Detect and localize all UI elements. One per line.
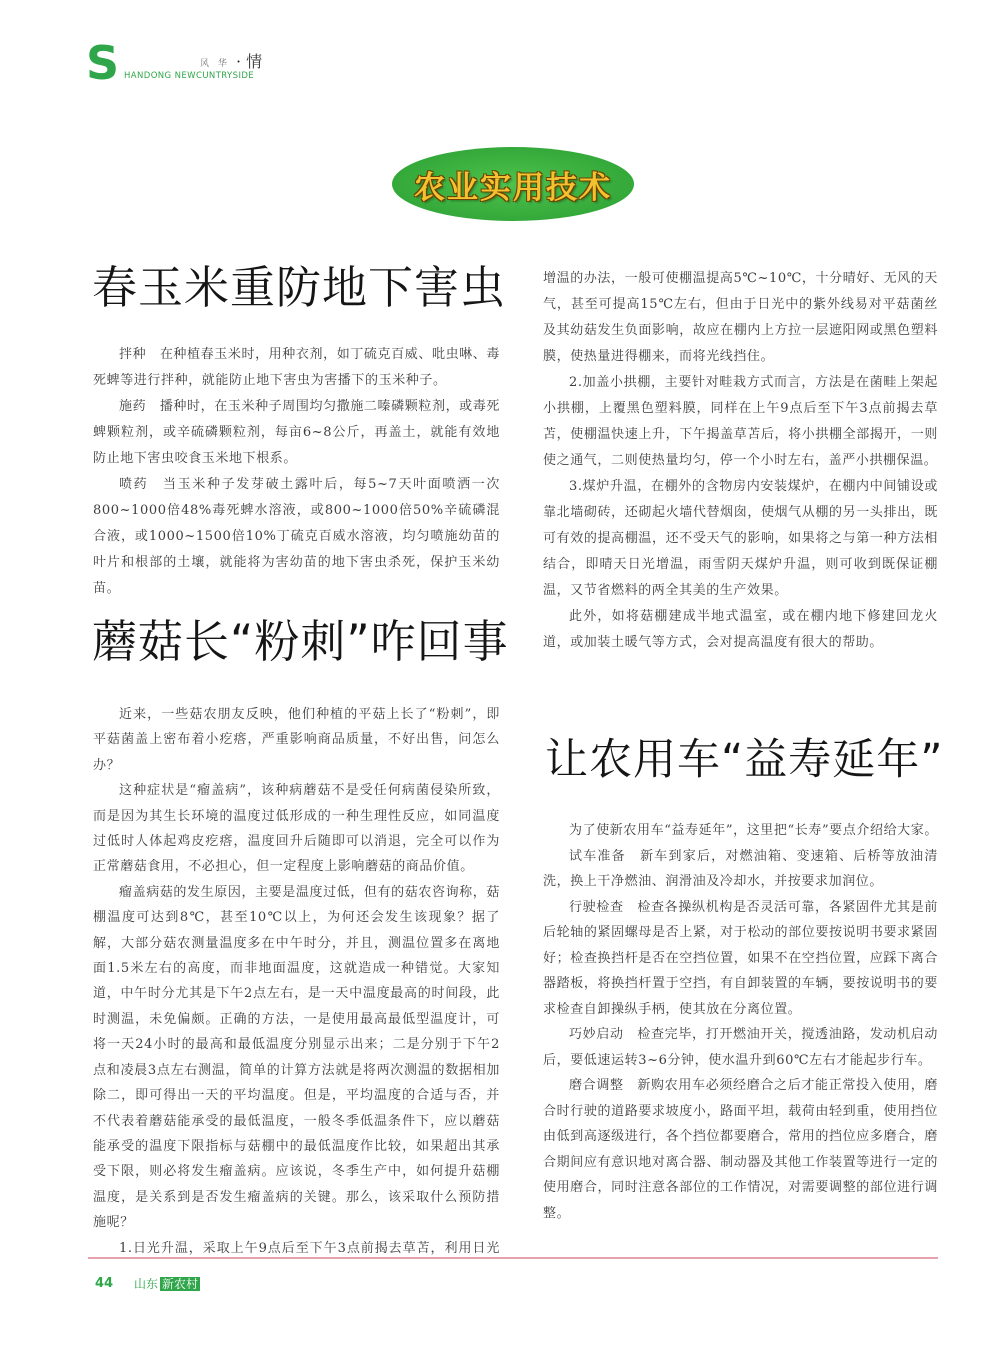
paragraph: 拌种 在种植春玉米时，用种衣剂，如丁硫克百威、吡虫啉、毒死蜱等进行拌种，就能防止地下害虫为害播下的玉米种子。 bbox=[93, 347, 500, 388]
article-title-mushroom: 蘑菇长“粉刺”咋回事 bbox=[92, 615, 509, 668]
paragraph: 2.加盖小拱棚，主要针对畦栽方式而言，方法是在菌畦上架起小拱棚，上覆黑色塑料膜，同样在上午9点后至下午3点前揭去草苫，使棚温快速上升，下午揭盖草苫后，将小拱棚全部揭开，一则使之通气，二则使热量均匀，停一个小时左右，盖严小拱棚保温。 bbox=[543, 375, 938, 468]
paragraph: 磨合调整 新购农用车必须经磨合之后才能正常投入使用，磨合时行驶的道路要求坡度小，路面平坦，载荷由轻到重，使用挡位由低到高逐级进行，各个挡位都要磨合，常用的挡位应多磨合，磨合期间应有意识地对离合器、制动器及其他工作装置等进行一定的使用磨合，同时注意各部位的工作情况，对需要调整的部位进行调整。 bbox=[543, 1078, 938, 1221]
paragraph: 这种症状是“瘤盖病”，该种病蘑菇不是受任何病菌侵染所致，而是因为其生长环境的温度过低形成的一种生理性反应，如同温度过低时人体起鸡皮疙瘩，温度回升后随即可以消退，完全可以作为正常蘑菇食用，不必担心，但一定程度上影响蘑菇的商品价值。 bbox=[93, 783, 500, 875]
paragraph: 1.日光升温，采取上午9点后至下午3点前揭去草苫，利用日光 bbox=[119, 1240, 500, 1256]
paragraph: 施药 播种时，在玉米种子周围均匀撒施二嗪磷颗粒剂，或毒死蜱颗粒剂，或辛硫磷颗粒剂，每亩6~8公斤，再盖土，就能有效地防止地下害虫咬食玉米地下根系。 bbox=[93, 399, 500, 466]
column-banner bbox=[392, 147, 634, 221]
paragraph: 瘤盖病菇的发生原因，主要是温度过低，但有的菇农咨询称，菇棚温度可达到8℃，甚至10℃以上，为何还会发生该现象？据了解，大部分菇农测量温度多在中午时分，并且，测温位置多在离地面1.5米左右的高度，而非地面温度，这就造成一种错觉。大家知道，中午时分尤其是下午2点左右，是一天中温度最高的时间段，此时测温，未免偏颇。正确的方法，一是使用最高最低型温度计，可将一天24小时的最高和最低温度分别显示出来；二是分别于下午2点和凌晨3点左右测温，简单的计算方法就是将两次测温的数据相加除二，即可得出一天的平均温度。但是，平均温度的合适与否，并不代表着蘑菇能承受的最低温度，一般冬季低温条件下，应以蘑菇能承受的温度下限指标与菇棚中的最低温度作比较，如果超出其承受下限，则必将发生瘤盖病。应该说，冬季生产中，如何提升菇棚温度，是关系到是否发生瘤盖病的关键。那么，该采取什么预防措施呢？ bbox=[93, 884, 500, 1231]
article-title-farm-vehicle: 让农用车“益寿延年” bbox=[545, 735, 944, 785]
section-label-small: 风 华 bbox=[200, 59, 230, 69]
paragraph: 增温的办法，一般可使棚温提高5℃~10℃，十分晴好、无风的天气，甚至可提高15℃左右，但由于日光中的紫外线易对平菇菌丝及其幼菇发生负面影响，故应在棚内上方拉一层遮阳网或黑色塑料膜，使热量进得棚来，而将光线挡住。 bbox=[543, 271, 938, 364]
paragraph: 为了使新农用车“益寿延年”，这里把“长寿”要点介绍给大家。 bbox=[569, 823, 938, 838]
section-label: · 情 bbox=[236, 52, 263, 71]
paragraph: 试车准备 新车到家后，对燃油箱、变速箱、后桥等放油清洗，换上干净燃油、润滑油及冷却水，并按要求加润位。 bbox=[543, 848, 938, 889]
article-body-corn bbox=[93, 342, 500, 602]
article-body-mushroom-continued bbox=[543, 266, 938, 656]
page-number: 44 bbox=[95, 1276, 114, 1291]
paragraph: 近来，一些菇农朋友反映，他们种植的平菇上长了“粉刺”，即平菇菌盖上密布着小疙瘩，严重影响商品质量，不好出售，问怎么办？ bbox=[93, 707, 500, 773]
column-banner-label: 农业实用技术 bbox=[414, 169, 612, 206]
footer-brand-main: 新农村 bbox=[162, 1277, 199, 1291]
footer-magazine-logo bbox=[134, 1275, 200, 1292]
article-title-corn: 春玉米重防地下害虫 bbox=[92, 261, 507, 314]
article-body-mushroom bbox=[93, 702, 500, 1261]
paragraph: 喷药 当玉米种子发芽破土露叶后，每5~7天叶面喷洒一次800~1000倍48%毒死蜱水溶液，或800~1000倍50%辛硫磷混合液，或1000~1500倍10%丁硫克百威水溶液，均匀喷施幼苗的叶片和根部的土壤，就能将为害幼苗的地下害虫杀死，保护玉米幼苗。 bbox=[93, 477, 500, 596]
footer-brand-prefix: 山东 bbox=[134, 1277, 159, 1291]
paragraph: 行驶检查 检查各操纵机构是否灵活可靠，各紧固件尤其是前后轮轴的紧固螺母是否上紧，对于松动的部位要按说明书要求紧固好；检查换挡杆是否在空挡位置，如果不在空挡位置，应踩下离合器踏板，将换挡杆置于空挡，有自卸装置的车辆，要按说明书的要求检查自卸操纵手柄，使其放在分离位置。 bbox=[543, 899, 938, 1017]
paragraph: 此外，如将菇棚建成半地式温室，或在棚内地下修建回龙火道，或加装土暖气等方式，会对提高温度有很大的帮助。 bbox=[543, 609, 938, 650]
footer-divider bbox=[88, 1257, 938, 1259]
magazine-logo-letter: S bbox=[86, 36, 120, 90]
paragraph: 巧妙启动 检查完毕，打开燃油开关，搅透油路，发动机启动后，要低速运转3~6分钟，使水温升到60℃左右才能起步行车。 bbox=[543, 1027, 938, 1068]
magazine-logo-text: HANDONG NEWCUNTRYSIDE bbox=[124, 71, 255, 81]
paragraph: 3.煤炉升温，在棚外的含物房内安装煤炉，在棚内中间铺设或靠北墙砌砖，还砌起火墙代替烟囱，使烟气从棚的另一头排出，既可有效的提高棚温，还不受天气的影响，如果将之与第一种方法相结合，即晴天日光增温，雨雪阴天煤炉升温，则可收到既保证棚温，又节省燃料的两全其美的生产效果。 bbox=[543, 479, 938, 598]
article-body-farm-vehicle bbox=[543, 818, 938, 1226]
